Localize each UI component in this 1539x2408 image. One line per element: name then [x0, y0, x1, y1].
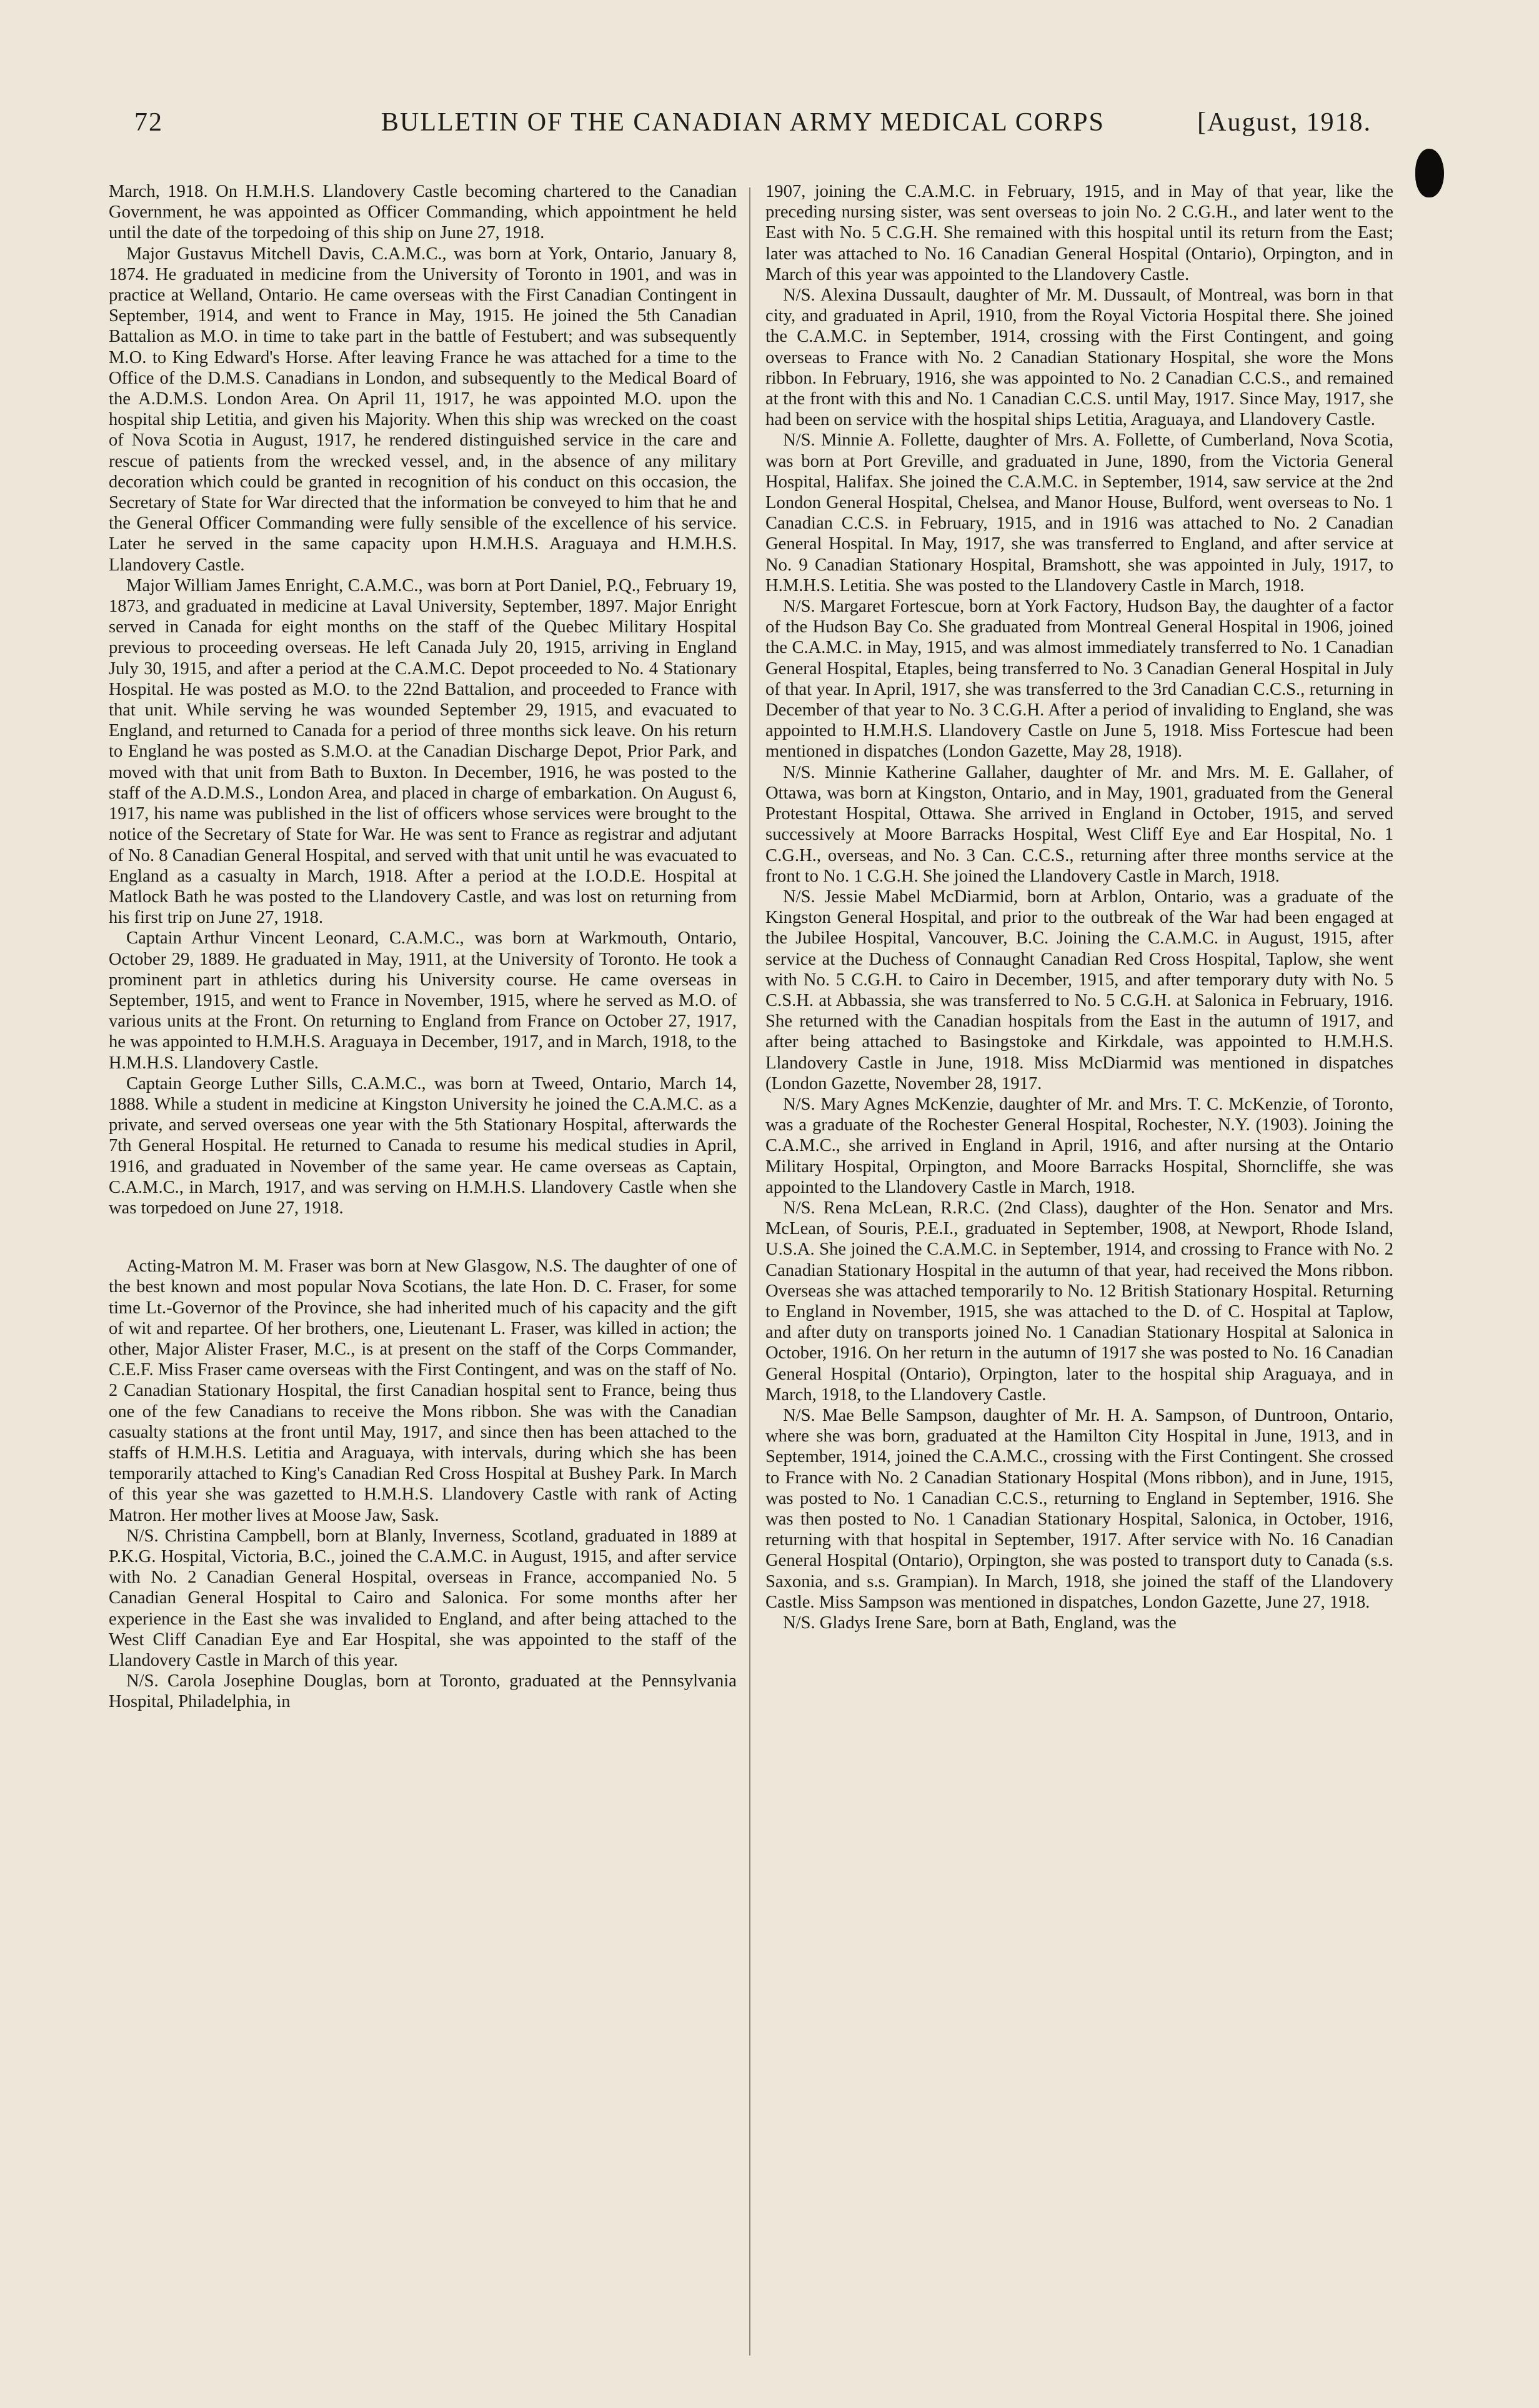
paragraph: N/S. Margaret Fortescue, born at York Factory, Hudson Bay, the daughter of a factor of the Hudson Bay Co. She graduated from Montreal General Hospital in 1906, joined the C.A.M.C. in May, 1915, and was almost immediately transferred to No. 1 Canadian General Hospital, Etaples, being transferred to No. 3 Canadian General Hospital in July of that year. In April, 1917, she was transferred to the 3rd Canadian C.C.S., returning in December of that year to No. 3 C.G.H. After a period of invaliding to England, she was appointed to H.M.H.S. Llandovery Castle on June 5, 1918. Miss Fortescue had been mentioned in dispatches (London Gazette, May 28, 1918). [765, 597, 1393, 762]
ink-blot [1415, 149, 1444, 197]
page-number: 72 [134, 108, 163, 137]
paragraph: N/S. Mae Belle Sampson, daughter of Mr. H. A. Sampson, of Duntroon, Ontario, where she was born, graduated at the Hamilton City Hospital in June, 1913, and in September, 1914, joined the C.A.M.C., crossing with the First Contingent. She crossed to France with No. 2 Canadian Stationary Hospital (Mons ribbon), and in June, 1915, was posted to No. 1 Canadian C.C.S., returning to England in September, 1916. She was then posted to No. 1 Canadian Stationary Hospital, Salonica, in October, 1916, returning with that hospital in September, 1917. After service with No. 16 Canadian General Hospital (Ontario), Orpington, she was posted to transport duty to Canada (s.s. Saxonia, and s.s. Grampian). In March, 1918, she joined the staff of the Llandovery Castle. Miss Sampson was mentioned in dispatches, London Gazette, June 27, 1918. [765, 1405, 1393, 1612]
paragraph: N/S. Minnie A. Follette, daughter of Mrs. A. Follette, of Cumberland, Nova Scotia, was born at Port Greville, and graduated in June, 1890, from the Victoria General Hospital, Halifax. She joined the C.A.M.C. in September, 1914, saw service at the 2nd London General Hospital, Chelsea, and Manor House, Bulford, went overseas to No. 1 Canadian C.C.S. in February, 1915, and in 1916 was attached to No. 2 Canadian General Hospital. In May, 1917, she was transferred to England, and after service at No. 9 Canadian Stationary Hospital, Bramshott, she was appointed in July, 1917, to H.M.H.S. Letitia. She was posted to the Llandovery Castle in March, 1918. [765, 430, 1393, 595]
bulletin-title: BULLETIN OF THE CANADIAN ARMY MEDICAL CORPS [381, 108, 1105, 137]
paragraph: N/S. Christina Campbell, born at Blanly, Inverness, Scotland, graduated in 1889 at P.K.G. Hospital, Victoria, B.C., joined the C.A.M.C. in August, 1915, and after service with No. 2 Canadian General Hospital, overseas in France, accompanied No. 5 Canadian General Hospital to Cairo and Salonica. For some months after her experience in the East she was invalided to England, and after being attached to the West Cliff Canadian Eye and Ear Hospital, she was appointed to the staff of the Llandovery Castle in March of this year. [109, 1526, 737, 1671]
right-column [765, 181, 1393, 2381]
paragraph: 1907, joining the C.A.M.C. in February, 1915, and in May of that year, like the preceding nursing sister, was sent overseas to join No. 2 C.G.H., and later went to the East with No. 5 C.G.H. She remained with this hospital until its return from the East; later was attached to No. 16 Canadian General Hospital (Ontario), Orpington, and in March of this year was appointed to the Llandovery Castle. [765, 182, 1393, 284]
left-column [109, 181, 737, 2381]
paragraph: Captain Arthur Vincent Leonard, C.A.M.C., was born at Warkmouth, Ontario, October 29, 1889. He graduated in May, 1911, at the University of Toronto. He took a prominent part in athletics during his University course. He came overseas in September, 1915, and went to France in November, 1915, where he served as M.O. of various units at the Front. On returning to England from France on October 27, 1917, he was appointed to H.M.H.S. Araguaya in December, 1917, and in March, 1918, to the H.M.H.S. Llandovery Castle. [109, 928, 737, 1073]
running-header [134, 107, 1372, 151]
column-divider [749, 187, 750, 2356]
paragraph: N/S. Gladys Irene Sare, born at Bath, England, was the [783, 1613, 1177, 1633]
paragraph: N/S. Jessie Mabel McDiarmid, born at Arblon, Ontario, was a graduate of the Kingston General Hospital, and prior to the outbreak of the War had been engaged at the Jubilee Hospital, Vancouver, B.C. Joining the C.A.M.C. in August, 1915, after service at the Duchess of Connaught Canadian Red Cross Hospital, Taplow, she went with No. 5 C.G.H. to Cairo in December, 1915, and after temporary duty with No. 5 C.S.H. at Abbassia, she was transferred to No. 5 C.G.H. at Salonica in February, 1916. She returned with the Canadian hospitals from the East in the autumn of 1917, and after being attached to Basingstoke and Kirkdale, was appointed to H.M.H.S. Llandovery Castle in June, 1918. Miss McDiarmid was mentioned in dispatches (London Gazette, November 28, 1917. [765, 887, 1393, 1093]
paragraph: N/S. Rena McLean, R.R.C. (2nd Class), daughter of the Hon. Senator and Mrs. McLean, of Souris, P.E.I., graduated in September, 1908, at Newport, Rhode Island, U.S.A. She joined the C.A.M.C. in September, 1914, and crossing to France with No. 2 Canadian Stationary Hospital in the autumn of that year, had received the Mons ribbon. Overseas she was attached temporarily to No. 12 British Stationary Hospital. Returning to England in November, 1915, she was attached to the D. of C. Hospital at Taplow, and after duty on transports joined No. 1 Canadian Stationary Hospital at Salonica in October, 1916. On her return in the autumn of 1917 she was posted to No. 16 Canadian General Hospital (Ontario), Orpington, later to the hospital ship Araguaya, and in March, 1918, to the Llandovery Castle. [765, 1198, 1393, 1405]
paragraph: March, 1918. On H.M.H.S. Llandovery Castle becoming chartered to the Canadian Government, he was appointed as Officer Commanding, which appointment he held until the date of the torpedoing of this ship on June 27, 1918. [109, 182, 737, 243]
paragraph: N/S. Mary Agnes McKenzie, daughter of Mr. and Mrs. T. C. McKenzie, of Toronto, was a graduate of the Rochester General Hospital, Rochester, N.Y. (1903). Joining the C.A.M.C., she arrived in England in April, 1916, and after nursing at the Ontario Military Hospital, Orpington, and Moore Barracks Hospital, Shorncliffe, she was appointed to the Llandovery Castle in March, 1918. [765, 1094, 1393, 1197]
issue-date: [August, 1918. [1197, 108, 1372, 137]
paragraph: N/S. Carola Josephine Douglas, born at Toronto, graduated at the Pennsylvania Hospital, Philadelphia, in [109, 1671, 737, 1712]
paragraph: Major William James Enright, C.A.M.C., was born at Port Daniel, P.Q., February 19, 1873, and graduated in medicine at Laval University, September, 1897. Major Enright served in Canada for eight months on the staff of the Quebec Military Hospital previous to proceeding overseas. He left Canada July 20, 1915, arriving in England July 30, 1915, and after a period at the C.A.M.C. Depot proceeded to No. 4 Stationary Hospital. He was posted as M.O. to the 22nd Battalion, and proceeded to France with that unit. While serving he was wounded September 29, 1915, and evacuated to England, and returned to Canada for a period of three months sick leave. On his return to England he was posted as S.M.O. at the Canadian Discharge Depot, Prior Park, and moved with that unit from Bath to Buxton. In December, 1916, he was posted to the staff of the A.D.M.S., London Area, and placed in charge of embarkation. On August 6, 1917, his name was published in the list of officers whose services were brought to the notice of the Secretary of State for War. He was sent to France as registrar and adjutant of No. 8 Canadian General Hospital, and served with that unit until he was evacuated to England as a casualty in March, 1918. After a period at the I.O.D.E. Hospital at Matlock Bath he was posted to the Llandovery Castle, and was lost on returning from his first trip on June 27, 1918. [109, 575, 737, 928]
paragraph: Captain George Luther Sills, C.A.M.C., was born at Tweed, Ontario, March 14, 1888. While a student in medicine at Kingston University he joined the C.A.M.C. as a private, and served overseas one year with the 5th Stationary Hospital, afterwards the 7th General Hospital. He returned to Canada to resume his medical studies in April, 1916, and graduated in November of the same year. He came overseas as Captain, C.A.M.C., in March, 1917, and was serving on H.M.H.S. Llandovery Castle when she was torpedoed on June 27, 1918. [109, 1073, 737, 1218]
paragraph: Major Gustavus Mitchell Davis, C.A.M.C., was born at York, Ontario, January 8, 1874. He graduated in medicine from the University of Toronto in 1901, and was in practice at Welland, Ontario. He came overseas with the First Canadian Contingent in September, 1914, and went to France in May, 1915. He joined the 5th Canadian Battalion as M.O. in time to take part in the battle of Festubert; and was subsequently M.O. to King Edward's Horse. After leaving France he was attached for a time to the Office of the D.M.S. Canadians in London, and subsequently to the Medical Board of the A.D.M.S. London Area. On April 11, 1917, he was appointed M.O. upon the hospital ship Letitia, and given his Majority. When this ship was wrecked on the coast of Nova Scotia in August, 1917, he rendered distinguished service in the care and rescue of patients from the wrecked vessel, and, in the absence of any military decoration which could be granted in recognition of his conduct on this occasion, the Secretary of State for War directed that the information be conveyed to him that he and the General Officer Commanding were fully sensible of the excellence of his service. Later he served in the same capacity upon H.M.H.S. Araguaya and H.M.H.S. Llandovery Castle. [109, 244, 737, 575]
paragraph: N/S. Alexina Dussault, daughter of Mr. M. Dussault, of Montreal, was born in that city, and graduated in April, 1910, from the Royal Victoria Hospital there. She joined the C.A.M.C. in September, 1914, crossing with the First Contingent, and going overseas to France with No. 2 Canadian Stationary Hospital, she wore the Mons ribbon. In February, 1916, she was appointed to No. 2 Canadian C.C.S., and remained at the front with this and No. 1 Canadian C.C.S. until May, 1917. Since May, 1917, she had been on service with the hospital ships Letitia, Araguaya, and Llandovery Castle. [765, 286, 1393, 430]
paragraph: N/S. Minnie Katherine Gallaher, daughter of Mr. and Mrs. M. E. Gallaher, of Ottawa, was born at Kingston, Ontario, and in May, 1901, graduated from the General Protestant Hospital, Ottawa. She arrived in England in October, 1915, and served successively at Moore Barracks Hospital, West Cliff Eye and Ear Hospital, No. 1 C.G.H., overseas, and No. 3 Can. C.C.S., returning after three months service at the front to No. 1 C.G.H. She joined the Llandovery Castle in March, 1918. [765, 762, 1393, 886]
paragraph: Acting-Matron M. M. Fraser was born at New Glasgow, N.S. The daughter of one of the best known and most popular Nova Scotians, the late Hon. D. C. Fraser, for some time Lt.-Governor of the Province, she had inherited much of his capacity and the gift of wit and repartee. Of her brothers, one, Lieutenant L. Fraser, was killed in action; the other, Major Alister Fraser, M.C., is at present on the staff of the Corps Commander, C.E.F. Miss Fraser came overseas with the First Contingent, and was on the staff of No. 2 Canadian Stationary Hospital, the first Canadian hospital sent to France, being thus one of the few Canadians to receive the Mons ribbon. She was with the Canadian casualty stations at the front until May, 1917, and since then has been attached to the staffs of H.M.H.S. Letitia and Araguaya, with intervals, during which she has been temporarily attached to King's Canadian Red Cross Hospital at Bushey Park. In March of this year she was gazetted to H.M.H.S. Llandovery Castle with rank of Acting Matron. Her mother lives at Moose Jaw, Sask. [109, 1256, 737, 1525]
